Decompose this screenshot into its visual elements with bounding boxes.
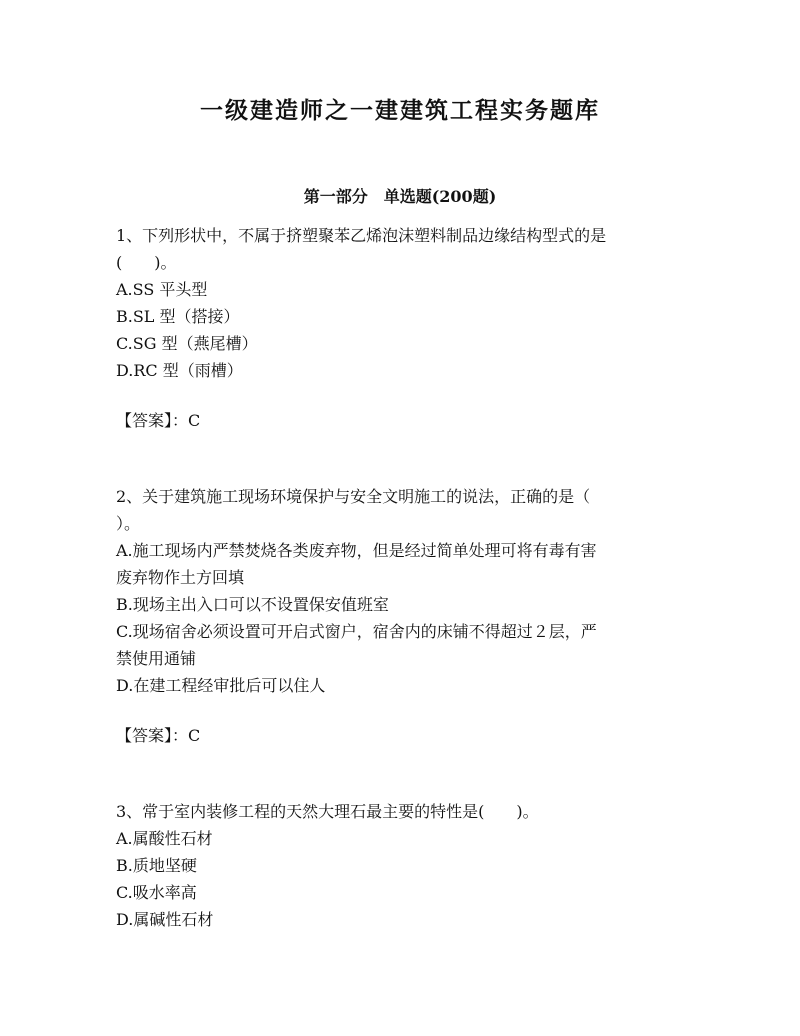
- section-title: 第一部分 单选题(200题): [303, 187, 497, 206]
- option-d: D.RC 型（雨槽）: [116, 361, 243, 380]
- question-list: [116, 222, 686, 933]
- option-a: A.SS 平头型: [116, 280, 208, 299]
- option-d: D.属碱性石材: [116, 910, 214, 929]
- option-a: A.施工现场内严禁焚烧各类废弃物，但是经过简单处理可将有毒有害: [116, 541, 597, 560]
- option-a-continued: 废弃物作土方回填: [116, 568, 245, 587]
- question-stem-line: ( )。: [116, 253, 177, 272]
- question-2: [116, 483, 686, 749]
- spacer: [116, 434, 686, 483]
- answer-line: 【答案】：C: [116, 411, 201, 430]
- question-stem-line: ）。: [116, 514, 141, 533]
- option-b: B.质地坚硬: [116, 856, 197, 875]
- option-b: B.现场主出入口可以不设置保安值班室: [116, 595, 389, 614]
- question-stem-line: 2、关于建筑施工现场环境保护与安全文明施工的说法，正确的是（: [116, 487, 591, 506]
- question-3: [116, 798, 686, 933]
- spacer: [116, 749, 686, 798]
- question-stem-line: 1、下列形状中，不属于挤塑聚苯乙烯泡沫塑料制品边缘结构型式的是: [116, 226, 607, 245]
- option-b: B.SL 型（搭接）: [116, 307, 240, 326]
- option-c: C.现场宿舍必须设置可开启式窗户，宿舍内的床铺不得超过２层，严: [116, 622, 597, 641]
- question-1: [116, 222, 686, 434]
- option-a: A.属酸性石材: [116, 829, 213, 848]
- option-d: D.在建工程经审批后可以住人: [116, 676, 326, 695]
- document-title: 一级建造师之一建建筑工程实务题库: [200, 97, 600, 124]
- answer-line: 【答案】：C: [116, 726, 201, 745]
- option-c-continued: 禁使用通铺: [116, 649, 197, 668]
- option-c: C.吸水率高: [116, 883, 197, 902]
- option-c: C.SG 型（燕尾槽）: [116, 334, 258, 353]
- question-stem-line: 3、常于室内装修工程的天然大理石最主要的特性是( )。: [116, 802, 539, 821]
